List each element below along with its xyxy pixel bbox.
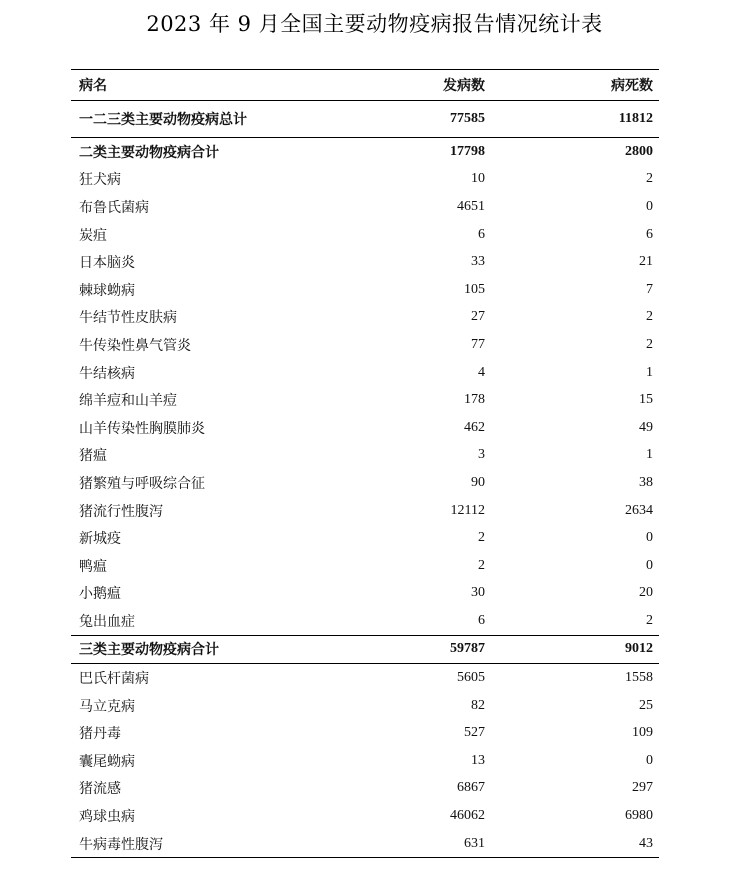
- disease-name-cell: 棘球蚴病: [79, 282, 135, 299]
- disease-name-cell: 一二三类主要动物疫病总计: [71, 101, 401, 138]
- disease-name-cell: 牛病毒性腹泻: [71, 830, 401, 858]
- subtotal-row: [71, 138, 659, 166]
- table-row: [71, 664, 659, 692]
- table-row: [71, 221, 659, 249]
- deaths-cell: 2: [646, 309, 653, 325]
- deaths-cell: 20: [639, 585, 653, 601]
- table-row: [71, 692, 659, 720]
- table-row: [71, 414, 659, 442]
- table-row: [71, 469, 659, 497]
- table-row: [71, 276, 659, 304]
- deaths-cell: 25: [639, 697, 653, 713]
- deaths-cell: 1558: [625, 670, 653, 686]
- disease-name-cell: 新城疫: [79, 531, 121, 548]
- cases-cell: 77: [471, 336, 485, 352]
- cases-cell: 2: [478, 530, 485, 546]
- deaths-cell: 7: [646, 281, 653, 297]
- disease-name-cell: 布鲁氏菌病: [79, 199, 149, 216]
- cases-cell: 6867: [457, 780, 485, 796]
- cases-cell: 2: [478, 557, 485, 573]
- disease-name-cell: 兔出血症: [79, 613, 135, 630]
- disease-name-cell: 巴氏杆菌病: [79, 671, 149, 688]
- disease-name-cell: 囊尾蚴病: [79, 753, 135, 770]
- disease-name-cell: 炭疽: [79, 227, 107, 244]
- deaths-cell: 2: [646, 171, 653, 187]
- table-row: [71, 497, 659, 525]
- disease-name-cell: 马立克病: [79, 698, 135, 715]
- deaths-cell: 49: [639, 419, 653, 435]
- disease-name-cell: 猪瘟: [79, 448, 107, 465]
- cases-cell: 527: [464, 725, 485, 741]
- disease-name-cell: 日本脑炎: [79, 255, 135, 272]
- disease-name-cell: 三类主要动物疫病合计: [71, 635, 401, 664]
- disease-name-cell: 小鹅瘟: [79, 586, 121, 603]
- cases-cell: 4651: [457, 198, 485, 214]
- disease-name-cell: 猪流感: [79, 781, 121, 798]
- disease-name-cell: 鸭瘟: [79, 558, 107, 575]
- table-row: [71, 359, 659, 387]
- deaths-cell: 2800: [625, 143, 653, 159]
- disease-name-cell: 山羊传染性胸膜肺炎: [79, 420, 205, 437]
- cases-cell: 178: [464, 392, 485, 408]
- cases-cell: 82: [471, 697, 485, 713]
- cases-cell: 462: [464, 419, 485, 435]
- page-title: 2023 年 9 月全国主要动物疫病报告情况统计表: [146, 12, 603, 36]
- cases-cell: 631: [401, 830, 491, 858]
- table-row: [71, 552, 659, 580]
- deaths-cell: 0: [646, 198, 653, 214]
- table-row: [71, 304, 659, 332]
- deaths-cell: 2: [646, 612, 653, 628]
- deaths-cell: 1: [646, 364, 653, 380]
- table-row: [71, 719, 659, 747]
- table-row: [71, 775, 659, 803]
- disease-name-cell: 牛传染性鼻气管炎: [79, 337, 191, 354]
- cases-cell: 59787: [401, 635, 491, 664]
- column-header-disease-name: 病名: [79, 78, 107, 94]
- header-row: [71, 70, 659, 101]
- disease-name-cell: 牛结节性皮肤病: [79, 310, 177, 327]
- table-row: [71, 802, 659, 830]
- cases-cell: 4: [478, 364, 485, 380]
- cases-cell: 6: [478, 612, 485, 628]
- deaths-cell: 6: [646, 226, 653, 242]
- table-row: [71, 442, 659, 470]
- deaths-cell: 43: [491, 830, 659, 858]
- cases-cell: 12112: [450, 502, 485, 518]
- column-header-cases: 发病数: [443, 79, 485, 94]
- cases-cell: 13: [471, 752, 485, 768]
- disease-name-cell: 猪丹毒: [79, 726, 121, 743]
- cases-cell: 30: [471, 585, 485, 601]
- deaths-cell: 21: [639, 254, 653, 270]
- disease-name-cell: 狂犬病: [79, 172, 121, 189]
- table-row: [71, 747, 659, 775]
- deaths-cell: 1: [646, 447, 653, 463]
- cases-cell: 17798: [450, 143, 485, 159]
- deaths-cell: 6980: [625, 808, 653, 824]
- disease-name-cell: 猪繁殖与呼吸综合征: [79, 475, 205, 492]
- cases-cell: 27: [471, 309, 485, 325]
- cases-cell: 3: [478, 447, 485, 463]
- disease-name-cell: 二类主要动物疫病合计: [79, 144, 219, 161]
- deaths-cell: 0: [646, 752, 653, 768]
- table-row: [71, 166, 659, 194]
- cases-cell: 6: [478, 226, 485, 242]
- table-row: [71, 524, 659, 552]
- deaths-cell: 11812: [491, 101, 659, 138]
- total-row: [71, 101, 659, 138]
- disease-name-cell: 鸡球虫病: [79, 809, 135, 826]
- table-row: [71, 386, 659, 414]
- cases-cell: 105: [464, 281, 485, 297]
- disease-name-cell: 猪流行性腹泻: [79, 503, 163, 520]
- table-row: [71, 607, 659, 635]
- cases-cell: 46062: [450, 808, 485, 824]
- deaths-cell: 297: [632, 780, 653, 796]
- deaths-cell: 0: [646, 530, 653, 546]
- table-row: [71, 193, 659, 221]
- deaths-cell: 2: [646, 336, 653, 352]
- table-row: [71, 830, 659, 858]
- column-header-deaths: 病死数: [611, 79, 653, 94]
- cases-cell: 10: [471, 171, 485, 187]
- deaths-cell: 9012: [491, 635, 659, 664]
- cases-cell: 5605: [457, 670, 485, 686]
- statistics-table: [71, 69, 659, 858]
- table-body: [71, 101, 659, 858]
- disease-name-cell: 绵羊痘和山羊痘: [79, 393, 177, 410]
- subtotal-row: [71, 635, 659, 664]
- deaths-cell: 109: [632, 725, 653, 741]
- deaths-cell: 38: [639, 474, 653, 490]
- cases-cell: 90: [471, 474, 485, 490]
- cases-cell: 77585: [401, 101, 491, 138]
- table-header: [71, 70, 659, 101]
- table-row: [71, 331, 659, 359]
- table-row: [71, 580, 659, 608]
- deaths-cell: 0: [646, 557, 653, 573]
- table-row: [71, 248, 659, 276]
- disease-name-cell: 牛结核病: [79, 365, 135, 382]
- cases-cell: 33: [471, 254, 485, 270]
- deaths-cell: 2634: [625, 502, 653, 518]
- deaths-cell: 15: [639, 392, 653, 408]
